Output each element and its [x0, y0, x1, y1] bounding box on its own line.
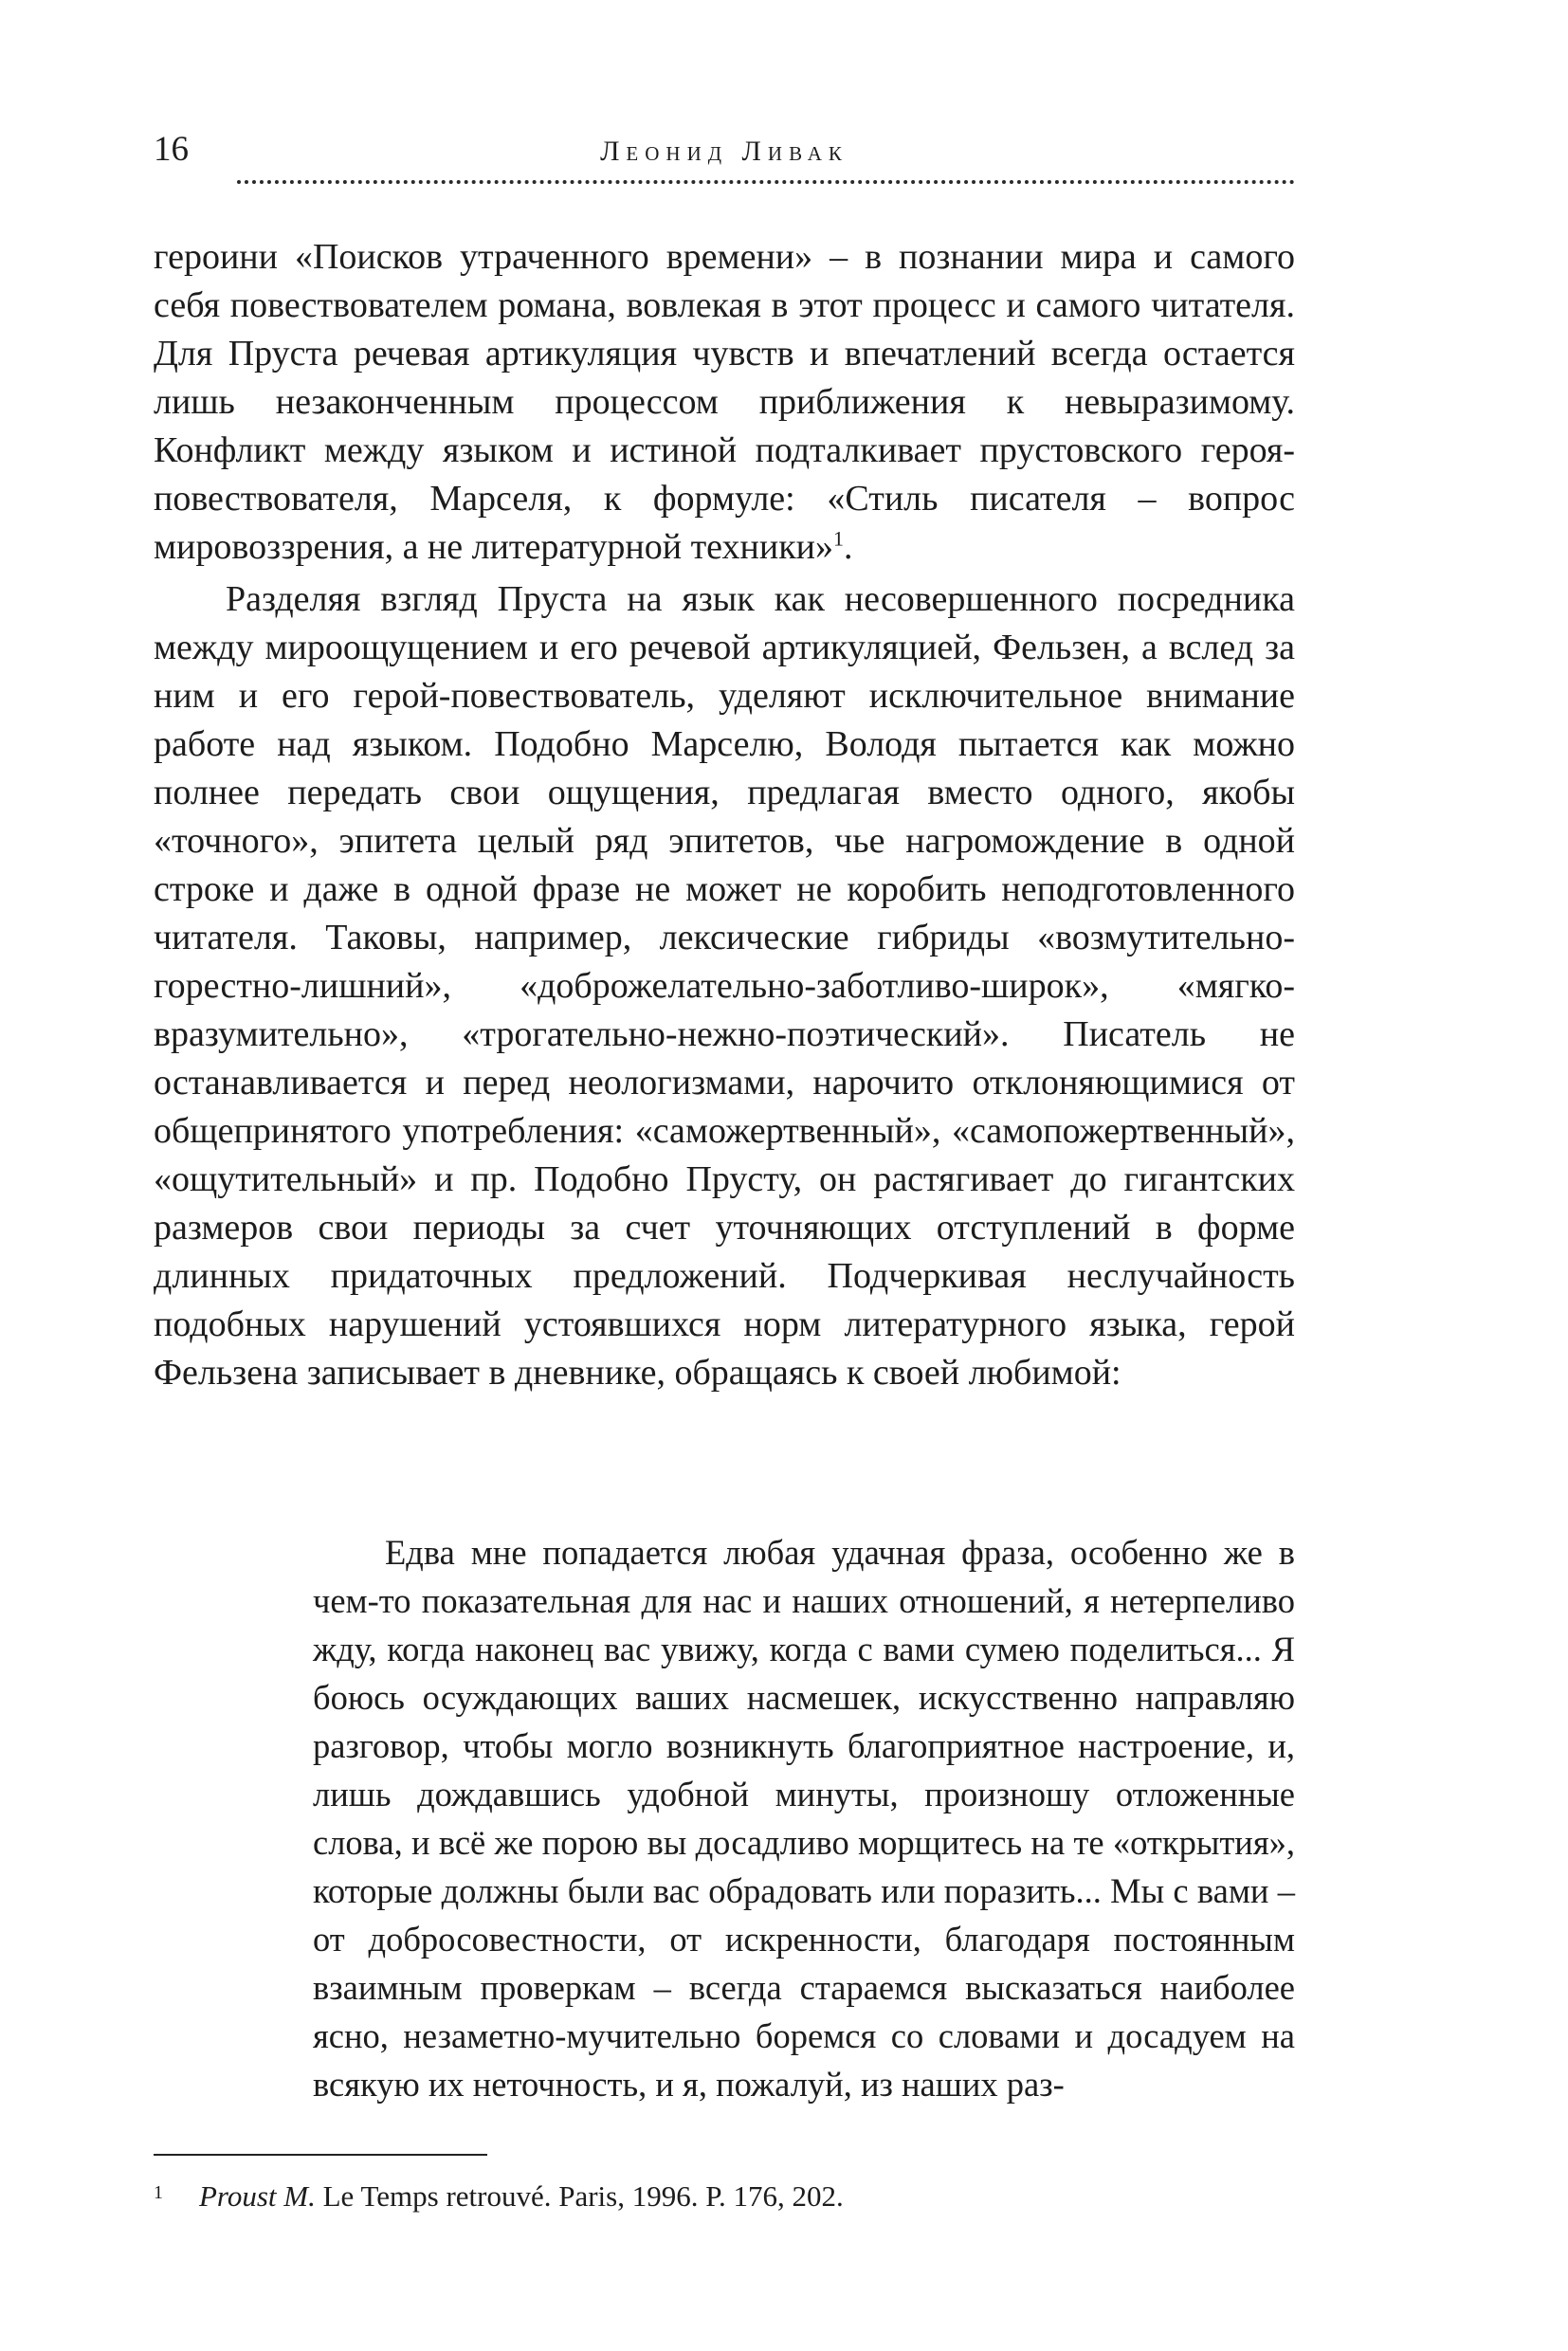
header-dotted-rule: [237, 180, 1295, 184]
page-number: 16: [154, 130, 189, 169]
footnote-separator: [154, 2154, 487, 2156]
paragraph-1: [154, 233, 1295, 572]
footnote-author: Proust M.: [199, 2179, 316, 2213]
main-text: [154, 233, 1295, 1401]
running-title: Леонид Ливак: [600, 136, 848, 167]
paragraph-2: [154, 575, 1295, 1397]
paragraph-text: Разделяя взгляд Пруста на язык как несовершенного посредника между мироощущением и его речевой артикуляцией, Фельзен, а вслед за ним и его герой-повествователь, уделяют исключительное внимание работе над языком. Подобно Марселю, Володя пытается как можно полнее передать свои ощущения, предлагая вместо одного, якобы «точного», эпитета целый ряд эпитетов, чье нагромождение в одной строке и даже в одной фразе не может не коробить неподготовленного читателя. Таковы, например, лексические гибриды «возмутительно-горестно-лишний», «доброжелательно-заботливо-широк», «мягко-вразумительно», «трогательно-нежно-поэтический». Писатель не останавливается и перед неологизмами, нарочито отклоняющимися от общепринятого употребления: «саможертвенный», «самопожертвенный», «ощутительный» и пр. Подобно Прусту, он растягивает до гигантских размеров свои периоды за счет уточняющих отступлений в форме длинных придаточных предложений. Подчеркивая неслучайность подобных нарушений устоявшихся норм литературного языка, герой Фельзена записывает в дневнике, обращаясь к своей любимой:: [154, 579, 1295, 1393]
paragraph-tail: .: [844, 527, 853, 567]
footnote-mark: 1: [154, 2182, 163, 2203]
footnote-body: [199, 2178, 844, 2215]
page-header: [154, 123, 1295, 190]
footnote-reference[interactable]: 1: [833, 526, 845, 551]
block-quote: Едва мне попадается любая удачная фраза, особенно же в чем-то показательная для нас и наших отношений, я нетерпеливо жду, когда наконец вас увижу, когда с вами сумею поделиться... Я боюсь осуждающих ваших насмешек, искусственно направляю разговор, чтобы могло возникнуть благоприятное настроение, и, лишь дождавшись удобной минуты, произношу отложенные слова, и всё же порою вы досадливо морщитесь на те «открытия», которые должны были вас обрадовать или поразить... Мы с вами – от добросовестности, от искренности, благодаря постоянным взаимным проверкам – всегда стараемся высказаться наиболее ясно, незаметно-мучительно боремся со словами и досадуем на всякую их неточность, и я, пожалуй, из наших раз-: [313, 1533, 1295, 2104]
footnote-citation: Le Temps retrouvé. Paris, 1996. P. 176, 202.: [322, 2179, 844, 2213]
paragraph-text: героини «Поисков утраченного времени» – в познании мира и самого себя повествователем романа, вовлекая в этот процесс и самого читателя. Для Пруста речевая артикуляция чувств и впечатлений всегда остается лишь незаконченным процессом приближения к невыразимому. Конфликт между языком и истиной подталкивает прустовского героя-повествователя, Марселя, к формуле: «Стиль писателя – вопрос мировоззрения, а не литературной техники»: [154, 237, 1295, 567]
